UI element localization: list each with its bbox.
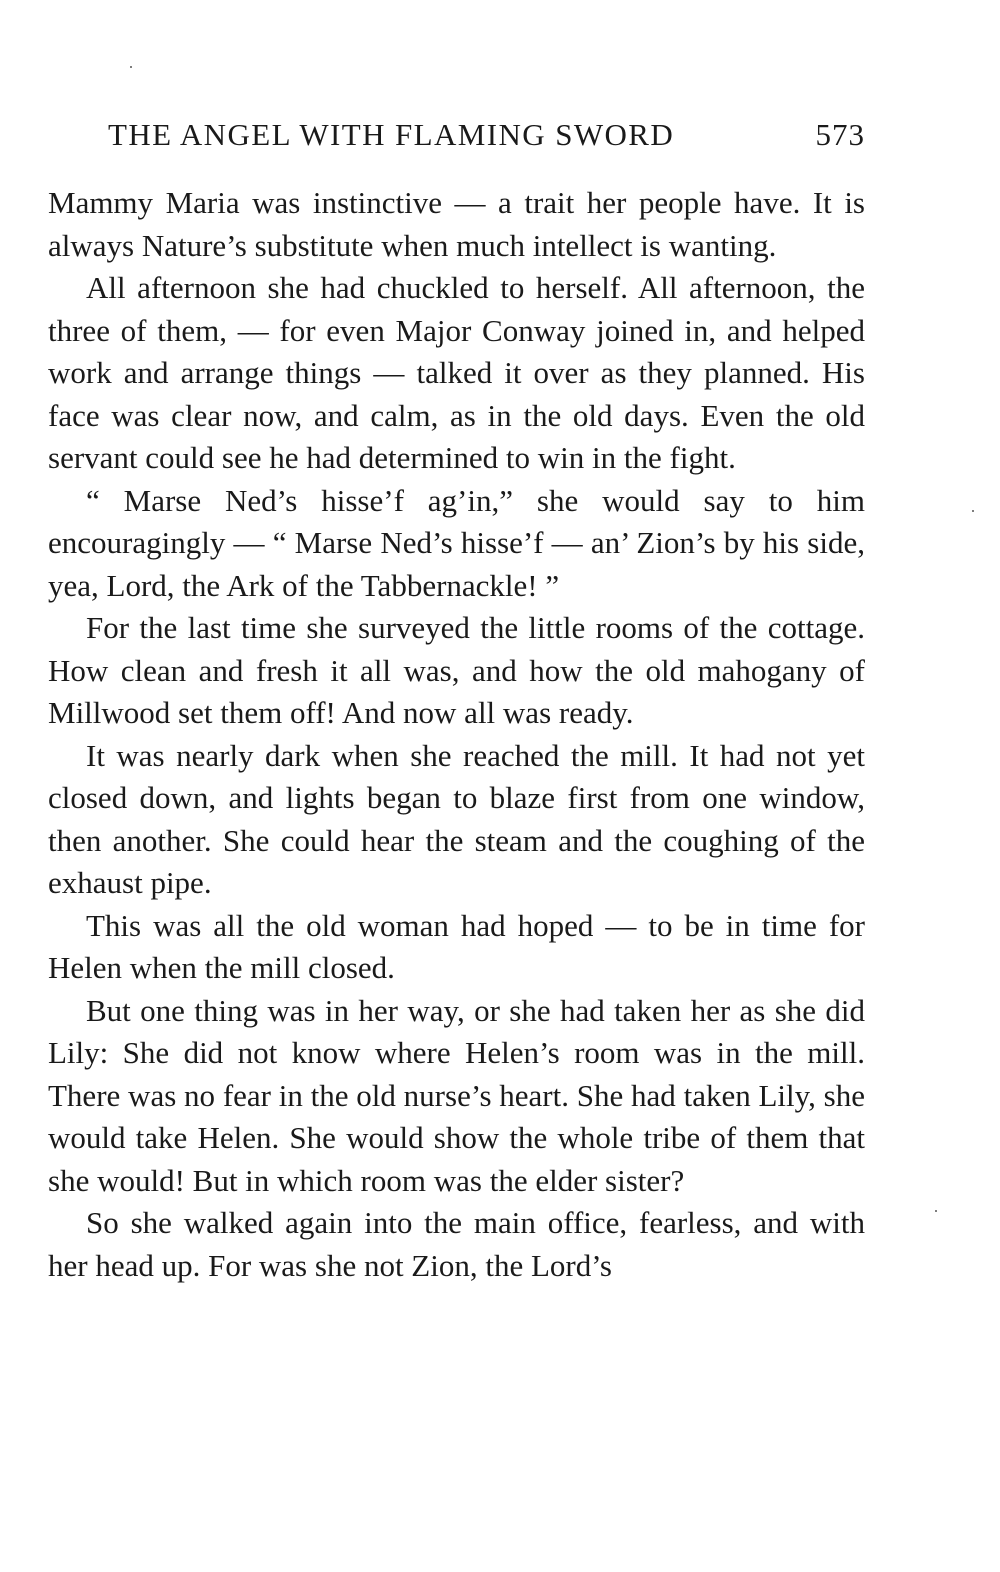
page-speck: [972, 510, 974, 512]
paragraph: “ Marse Ned’s hisse’f ag’in,” she would say to him encouragingly — “ Marse Ned’s hisse’f — an’ Zion’s by his side, yea, Lord, the Ark of the Tabbernackle! ”: [48, 482, 865, 603]
body-text: [48, 182, 865, 1287]
book-page: [48, 112, 865, 1287]
paragraph: But one thing was in her way, or she had taken her as she did Lily: She did not know where Helen’s room was in the mill. There was no fear in the old nurse’s heart. She had taken Lily, she would take Helen. She would show the whole tribe of them that she would! But in which room was the elder sister?: [48, 992, 865, 1198]
running-head: [48, 112, 865, 158]
paragraph: All afternoon she had chuckled to herself. All afternoon, the three of them, — for even Major Conway joined in, and helped work and arrange things — talked it over as they planned. His face was clear now, and calm, as in the old days. Even the old servant could see he had determined to win in the fight.: [48, 270, 865, 475]
paragraph: It was nearly dark when she reached the mill. It had not yet closed down, and lights began to blaze first from one window, then another. She could hear the steam and the coughing of the exhaust pipe.: [48, 737, 865, 900]
paragraph: This was all the old woman had hoped — to be in time for Helen when the mill closed.: [48, 907, 865, 985]
paragraph: So she walked again into the main office, fearless, and with her head up. For was she not Zion, the Lord’s: [48, 1205, 865, 1283]
running-title: THE ANGEL WITH FLAMING SWORD: [108, 117, 675, 152]
page-number: 573: [815, 117, 865, 152]
paragraph: Mammy Maria was instinctive — a trait her people have. It is always Nature’s substitute when much intellect is wanting.: [48, 185, 865, 263]
page-speck: [935, 1210, 937, 1212]
page-speck: [130, 66, 132, 68]
paragraph: For the last time she surveyed the little rooms of the cottage. How clean and fresh it all was, and how the old mahogany of Millwood set them off! And now all was ready.: [48, 610, 865, 730]
